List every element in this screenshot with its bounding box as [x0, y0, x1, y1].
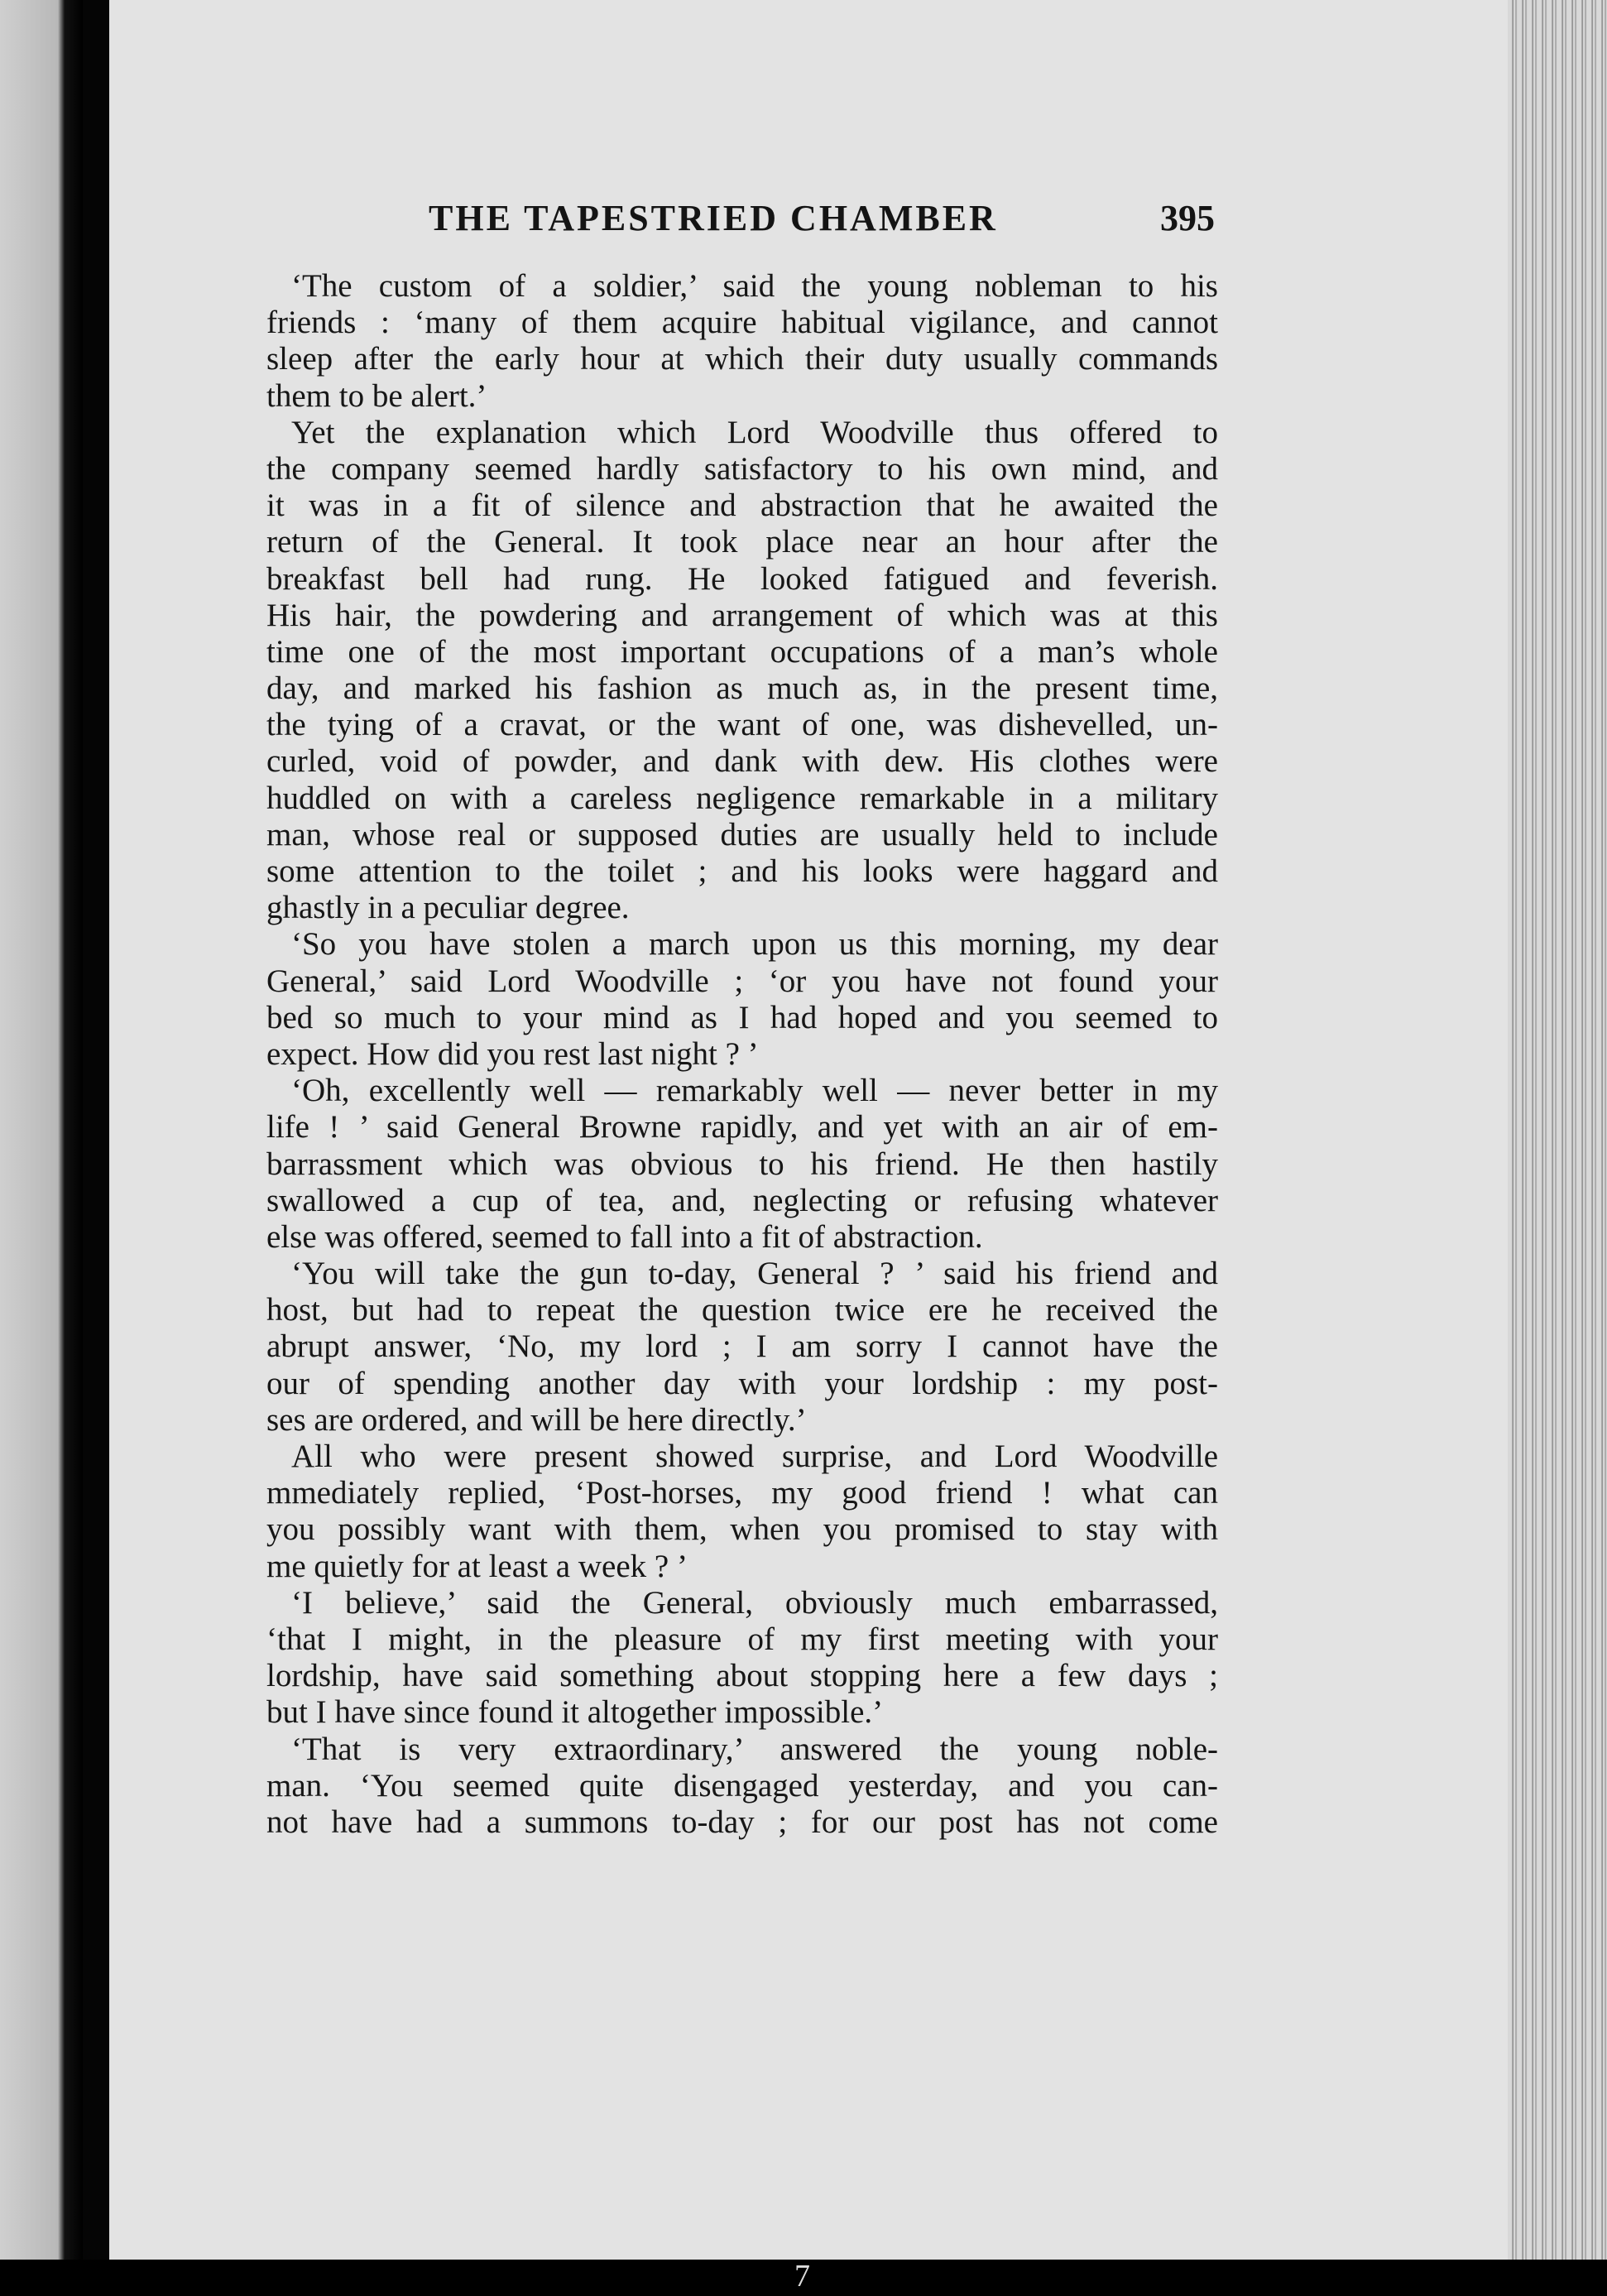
text-line: our of spending another day with your lordship : my post-	[266, 1365, 1218, 1401]
running-head-title: THE TAPESTRIED CHAMBER	[429, 198, 998, 238]
text-line: breakfast bell had rung. He looked fatigued and feverish.	[266, 560, 1218, 597]
body-text	[266, 268, 1218, 1841]
text-line: ‘So you have stolen a march upon us this morning, my dear	[291, 926, 1218, 963]
text-line: mmediately replied, ‘Post-horses, my good friend ! what can	[266, 1475, 1218, 1511]
text-line: All who were present showed surprise, and Lord Woodville	[291, 1439, 1218, 1474]
text-line: ‘You will take the gun to-day, General ? ’ said his friend and	[291, 1256, 1218, 1292]
text-line: swallowed a cup of tea, and, neglecting or refusing whatever	[266, 1182, 1218, 1218]
text-line: barrassment which was obvious to his friend. He then hastily	[266, 1146, 1218, 1182]
running-head	[429, 197, 1215, 255]
text-line: man. ‘You seemed quite disengaged yesterday, and you can-	[266, 1767, 1218, 1804]
text-line: ‘The custom of a soldier,’ said the young nobleman to his	[291, 268, 1218, 304]
text-line: host, but had to repeat the question twice ere he received the	[266, 1292, 1218, 1328]
text-line: ses are ordered, and will be here directly.’	[266, 1401, 807, 1438]
text-line: abrupt answer, ‘No, my lord ; I am sorry I cannot have the	[266, 1328, 1218, 1365]
text-line: huddled on with a careless negligence remarkable in a military	[266, 780, 1218, 816]
text-line: Yet the explanation which Lord Woodville thus offered to	[291, 414, 1218, 450]
text-line: the company seemed hardly satisfactory to his own mind, and	[266, 450, 1218, 487]
text-line: friends : ‘many of them acquire habitual vigilance, and cannot	[266, 305, 1218, 341]
left-page-edge	[0, 0, 83, 2296]
text-line: His hair, the powdering and arrangement of which was at this	[266, 597, 1218, 633]
text-line: not have had a summons to-day ; for our post has not come	[266, 1804, 1218, 1840]
text-line: bed so much to your mind as I had hoped and you seemed to	[266, 999, 1218, 1035]
right-page-edges	[1508, 0, 1607, 2260]
text-line: ghastly in a peculiar degree.	[266, 890, 630, 926]
text-line: ‘I believe,’ said the General, obviously much embarrassed,	[291, 1584, 1218, 1621]
text-line: ‘That is very extraordinary,’ answered the young noble-	[291, 1731, 1218, 1767]
text-line: day, and marked his fashion as much as, in the present time,	[266, 670, 1218, 707]
text-line: sleep after the early hour at which their duty usually commands	[266, 341, 1218, 377]
text-line: it was in a fit of silence and abstraction that he awaited the	[266, 488, 1218, 524]
text-line: man, whose real or supposed duties are usually held to include	[266, 816, 1218, 853]
page-number: 395	[1160, 198, 1215, 238]
text-line: return of the General. It took place near an hour after the	[266, 524, 1218, 560]
folio-mark: 7	[794, 2259, 810, 2294]
text-line: expect. How did you rest last night ? ’	[266, 1035, 759, 1072]
text-line: me quietly for at least a week ? ’	[266, 1548, 688, 1584]
text-line: else was offered, seemed to fall into a fit of abstraction.	[266, 1218, 983, 1255]
text-line: ‘Oh, excellently well — remarkably well — never better in my	[291, 1073, 1218, 1109]
text-line: you possibly want with them, when you promised to stay with	[266, 1511, 1218, 1548]
text-line: them to be alert.’	[266, 377, 487, 414]
text-line: but I have since found it altogether impossible.’	[266, 1694, 884, 1731]
text-line: some attention to the toilet ; and his looks were haggard and	[266, 853, 1218, 889]
text-line: ‘that I might, in the pleasure of my first meeting with your	[266, 1621, 1218, 1657]
text-line: curled, void of powder, and dank with dew. His clothes were	[266, 743, 1218, 780]
text-line: time one of the most important occupations of a man’s whole	[266, 633, 1218, 670]
text-line: lordship, have said something about stopping here a few days ;	[266, 1658, 1218, 1694]
text-line: General,’ said Lord Woodville ; ‘or you have not found your	[266, 963, 1218, 999]
text-line: life ! ’ said General Browne rapidly, and yet with an air of em-	[266, 1109, 1218, 1146]
text-line: the tying of a cravat, or the want of one, was dishevelled, un-	[266, 707, 1218, 743]
